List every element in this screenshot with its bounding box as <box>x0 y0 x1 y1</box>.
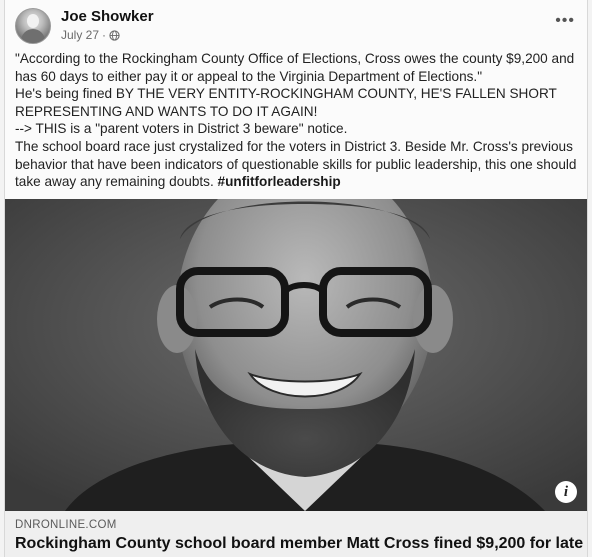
post-body <box>15 50 583 191</box>
post-paragraph: "According to the Rockingham County Office of Elections, Cross owes the county $9,200 and has 60 days to either pay it or appeal to the Virginia Department of Elections." <box>15 51 575 84</box>
meta-separator: · <box>102 28 107 42</box>
globe-icon[interactable] <box>109 30 120 41</box>
post-paragraph: He's being fined BY THE VERY ENTITY-ROCKINGHAM COUNTY, HE'S FALLEN SHORT REPRESENTING AND WANTS TO DO IT AGAIN! <box>15 86 557 119</box>
link-preview-image[interactable] <box>5 199 587 511</box>
facebook-post-card <box>4 0 588 557</box>
post-paragraph-text: The school board race just crystalized for the voters in District 3. Beside Mr. Cross's previous behavior that have been indicators of questionable skills for public leadership, this one should take away any remaining doubts. <box>15 138 577 190</box>
author-avatar[interactable] <box>15 8 51 44</box>
post-paragraph: --> THIS is a "parent voters in District 3 beware" notice. <box>15 121 348 137</box>
post-header <box>15 6 575 46</box>
post-date[interactable]: July 27 <box>61 28 100 42</box>
post-paragraph <box>15 138 583 191</box>
info-icon[interactable]: i <box>555 481 577 503</box>
author-name[interactable]: Joe Showker <box>61 8 154 25</box>
more-options-icon[interactable]: ••• <box>555 12 575 29</box>
link-headline[interactable]: Rockingham County school board member Matt Cross fined $9,200 for late <box>15 535 584 552</box>
post-meta <box>61 28 120 42</box>
avatar-head <box>27 14 39 28</box>
avatar-shoulders <box>21 29 45 44</box>
link-preview-caption[interactable] <box>5 511 587 557</box>
man-portrait-image <box>5 199 587 511</box>
hashtag-link[interactable]: #unfitforleadership <box>217 174 341 190</box>
link-domain: DNRONLINE.COM <box>15 519 117 531</box>
